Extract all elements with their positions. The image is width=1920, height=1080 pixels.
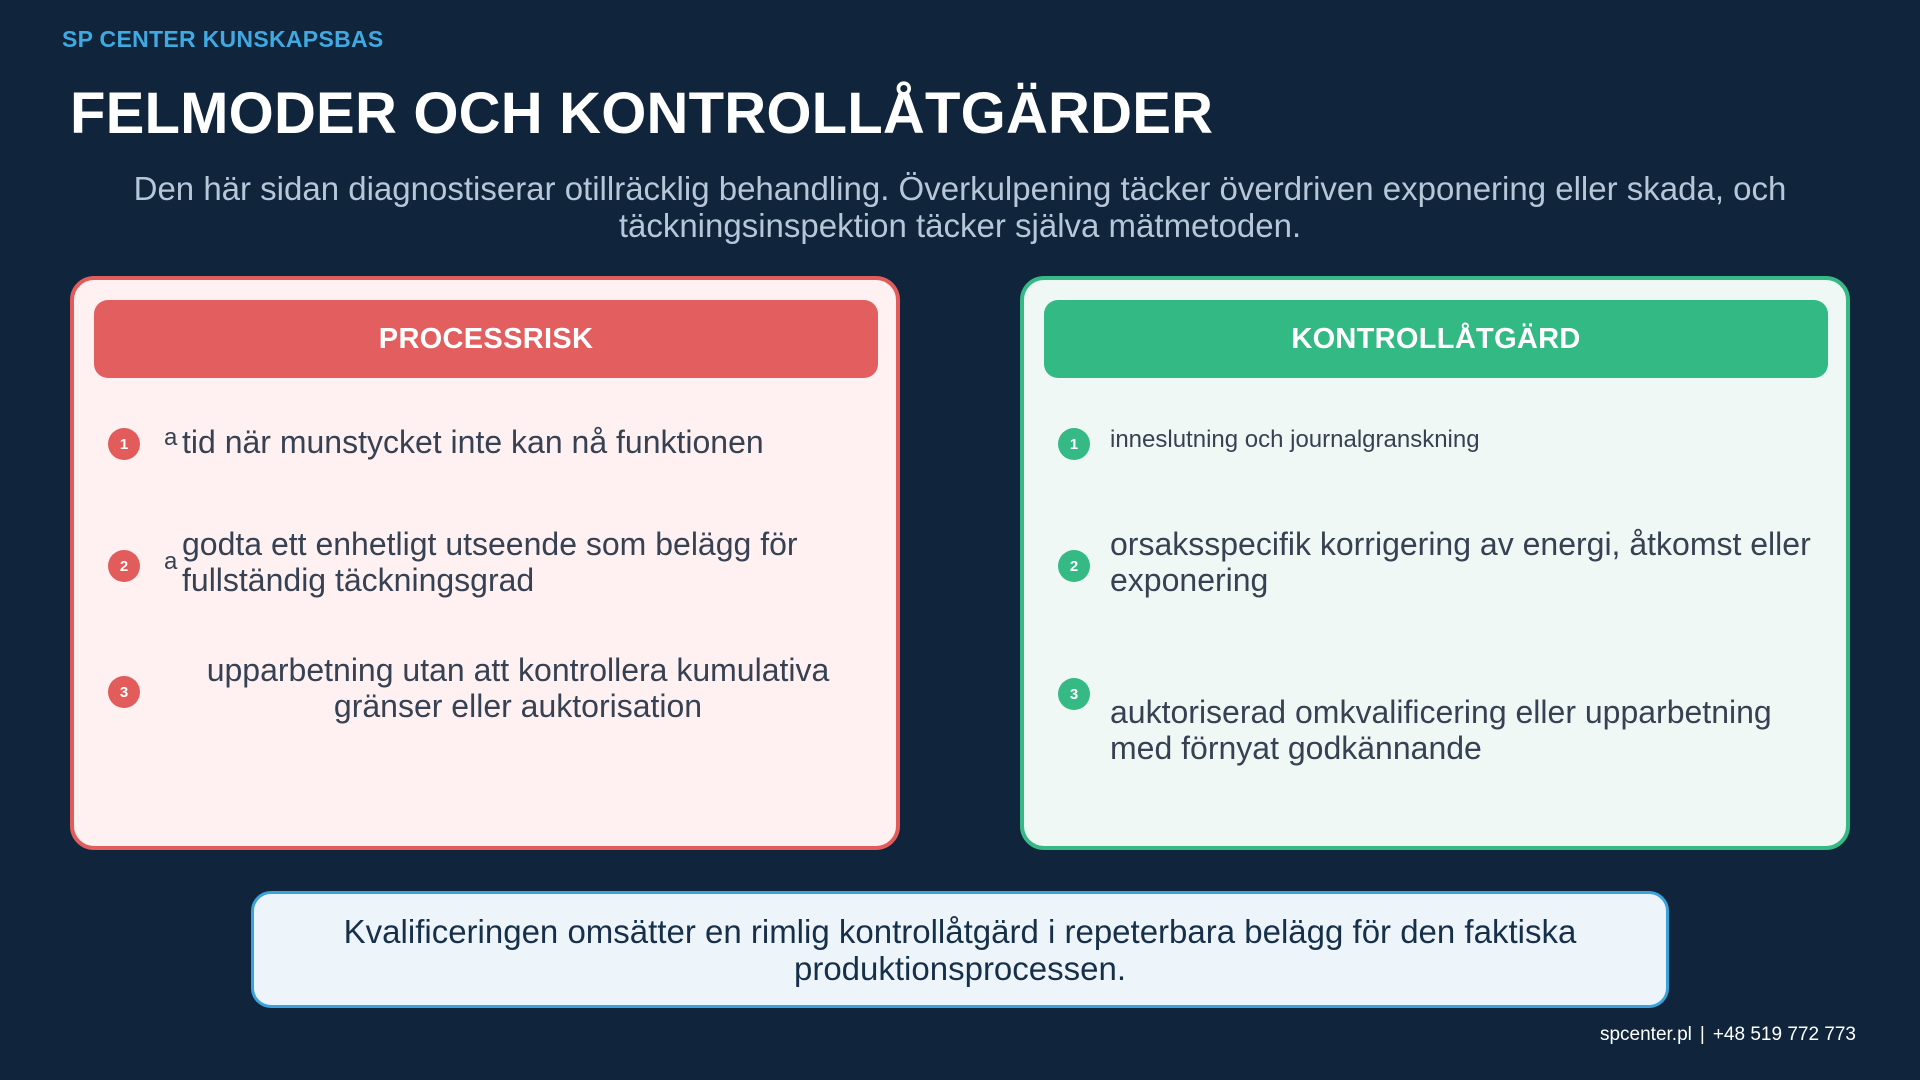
footer-separator: | — [1699, 1024, 1705, 1045]
risk-item-text: tid när munstycket inte kan nå funktionen — [182, 424, 764, 460]
summary-callout-text: Kvalificeringen omsätter en rimlig kontrollåtgärd i repeterbara belägg för den faktiska produktionsprocessen. — [343, 912, 1577, 987]
control-item-text: orsaksspecifik korrigering av energi, åtkomst eller exponering — [1110, 526, 1811, 598]
control-item-1 — [1058, 426, 1828, 476]
control-card — [1020, 276, 1850, 850]
control-item-text: inneslutning och journalgranskning — [1110, 426, 1480, 453]
brand-label: SP CENTER KUNSKAPSBAS — [62, 26, 384, 52]
risk-item-number: 1 — [108, 428, 140, 460]
control-item-text: auktoriserad omkvalificering eller upparbetning med förnyat godkännande — [1110, 694, 1772, 766]
risk-item-number: 2 — [108, 550, 140, 582]
control-item-2 — [1058, 526, 1828, 606]
summary-callout — [251, 891, 1669, 1008]
footer-phone: +48 519 772 773 — [1712, 1024, 1856, 1045]
page-title: FELMODER OCH KONTROLLÅTGÄRDER — [70, 81, 1214, 146]
process-risk-heading: PROCESSRISK — [94, 300, 878, 378]
control-item-number: 1 — [1058, 428, 1090, 460]
process-risk-card — [70, 276, 900, 850]
risk-item-3 — [108, 652, 878, 732]
risk-item-text: godta ett enhetligt utseende som belägg för fullständig täckningsgrad — [182, 526, 798, 598]
risk-item-marker: a — [164, 424, 178, 451]
footer-contact — [1600, 1024, 1856, 1046]
risk-item-1 — [108, 424, 878, 484]
risk-item-2 — [108, 526, 878, 606]
page-subtitle: Den här sidan diagnostiserar otillräcklig behandling. Överkulpening täcker överdriven exponering eller skada, och täckningsinspektion täcker själva mätmetoden. — [133, 170, 1787, 244]
control-heading: KONTROLLÅTGÄRD — [1044, 300, 1828, 378]
risk-item-marker: a — [164, 548, 178, 575]
footer-website: spcenter.pl — [1599, 1024, 1692, 1045]
control-item-number: 3 — [1058, 678, 1090, 710]
control-item-number: 2 — [1058, 550, 1090, 582]
control-item-3 — [1058, 678, 1828, 778]
risk-item-number: 3 — [108, 676, 140, 708]
risk-item-text: upparbetning utan att kontrollera kumulativa gränser eller auktorisation — [206, 652, 830, 724]
